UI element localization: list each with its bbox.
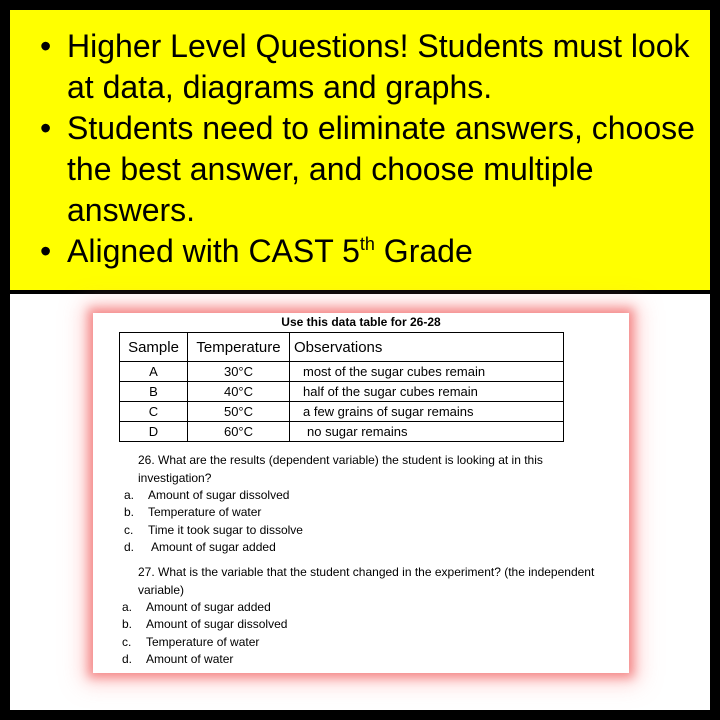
feature-banner (10, 10, 710, 290)
bullet-icon: • (40, 110, 52, 146)
bullet-icon: • (40, 233, 52, 269)
feature-text: Aligned with CAST 5 (67, 233, 360, 269)
feature-text-end: Grade (374, 233, 473, 269)
table-cell: most of the sugar cubes remain (290, 362, 564, 382)
data-table (119, 332, 564, 442)
answer-option (124, 504, 261, 521)
feature-item (10, 231, 710, 272)
table-cell: B (120, 382, 188, 402)
table-caption: Use this data table for 26-28 (281, 315, 441, 329)
option-text: Amount of sugar dissolved (148, 488, 290, 502)
feature-list (10, 26, 710, 272)
table-row (120, 362, 564, 382)
option-letter: d. (122, 652, 133, 666)
worksheet-preview (93, 313, 629, 673)
table-row (120, 422, 564, 442)
answer-option (122, 634, 259, 651)
feature-text: Students need to eliminate answers, choose the best answer, and choose multiple answers. (67, 110, 695, 228)
feature-superscript: th (359, 234, 375, 254)
question-27: 27. What is the variable that the student changed in the experiment? (the independent variable) (138, 565, 595, 597)
feature-text: Higher Level Questions! Students must look at data, diagrams and graphs. (67, 28, 690, 105)
option-text: Temperature of water (146, 635, 260, 649)
option-text: Amount of sugar dissolved (146, 617, 288, 631)
table-cell: a few grains of sugar remains (290, 402, 564, 422)
option-text: Amount of sugar added (151, 540, 276, 554)
table-cell: no sugar remains (290, 422, 564, 442)
option-letter: c. (122, 635, 132, 649)
option-letter: a. (124, 488, 135, 502)
option-text: Amount of water (146, 652, 234, 666)
option-text: Temperature of water (148, 505, 262, 519)
table-cell: 40°C (188, 382, 290, 402)
answer-option (122, 651, 233, 668)
table-cell: 60°C (188, 422, 290, 442)
answer-option (124, 487, 289, 504)
feature-item (10, 108, 710, 231)
option-letter: b. (122, 617, 133, 631)
question-26: 26. What are the results (dependent variable) the student is looking at in this investigation? (138, 453, 543, 485)
option-letter: c. (124, 523, 134, 537)
table-cell: 50°C (188, 402, 290, 422)
option-letter: d. (124, 540, 135, 554)
feature-item (10, 26, 710, 108)
bullet-icon: • (40, 28, 52, 64)
header-cell: Temperature (188, 333, 290, 362)
table-cell: 30°C (188, 362, 290, 382)
option-letter: a. (122, 600, 133, 614)
option-letter: b. (124, 505, 135, 519)
table-cell: A (120, 362, 188, 382)
table-cell: C (120, 402, 188, 422)
header-cell: Sample (120, 333, 188, 362)
table-cell: half of the sugar cubes remain (290, 382, 564, 402)
table-row (120, 402, 564, 422)
option-text: Time it took sugar to dissolve (148, 523, 303, 537)
answer-option (122, 599, 271, 616)
preview-area (10, 294, 710, 710)
answer-option (122, 616, 287, 633)
table-header-row (120, 333, 564, 362)
table-cell: D (120, 422, 188, 442)
header-cell: Observations (290, 333, 564, 362)
table-row (120, 382, 564, 402)
option-text: Amount of sugar added (146, 600, 271, 614)
answer-option (124, 539, 276, 556)
answer-option (124, 522, 303, 539)
